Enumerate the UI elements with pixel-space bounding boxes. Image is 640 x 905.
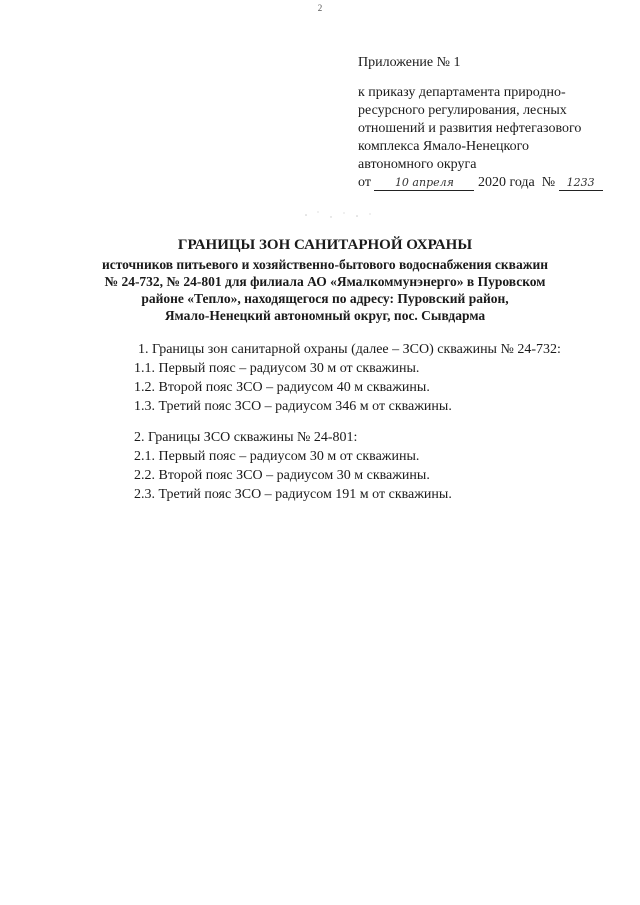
section-well-24-801 [134,428,452,504]
appendix-line: ресурсного регулирования, лесных [358,103,567,118]
heading-title: ГРАНИЦЫ ЗОН САНИТАРНОЙ ОХРАНЫ [177,237,473,253]
section-item: 2.3. Третий пояс ЗСО – радиусом 191 м от скважины. [134,487,452,502]
appendix-title: Приложение № 1 [358,55,461,70]
appendix-block [358,54,628,192]
appendix-line: комплекса Ямало-Ненецкого [358,139,530,154]
heading-subtitle-line: источников питьевого и хозяйственно-бытового водоснабжения скважин [101,257,549,272]
date-suffix: 2020 года [477,175,535,190]
appendix-line: к приказу департамента природно- [358,85,566,100]
section-item: 1.1. Первый пояс – радиусом 30 м от скважины. [134,361,420,376]
order-date-line [358,174,628,192]
number-prefix: № [541,175,556,190]
section-item: 1.2. Второй пояс ЗСО – радиусом 40 м скважины. [134,380,430,395]
heading-subtitle-line: Ямало-Ненецкий автономный округ, пос. Сывдарма [164,308,486,323]
heading-subtitle-line: районе «Тепло», находящегося по адресу: Пуровский район, [141,291,509,306]
section-item: 2.2. Второй пояс ЗСО – радиусом 30 м скважины. [134,468,430,483]
appendix-line: отношений и развития нефтегазового [358,121,582,136]
handwritten-order-number: 1233 [559,176,603,191]
appendix-line: автономного округа [358,157,477,172]
heading-subtitle-line: № 24-732, № 24-801 для филиала АО «Ямалкоммунэнерго» в Пуровском [104,274,546,289]
section-item: 1.3. Третий пояс ЗСО – радиусом 346 м от скважины. [134,399,452,414]
section-title: 2. Границы ЗСО скважины № 24-801: [134,430,358,445]
handwritten-date: 10 апреля [374,176,474,191]
section-title: 1. Границы зон санитарной охраны (далее – ЗСО) скважины № 24-732: [138,342,561,357]
scan-artifact [300,208,380,222]
section-well-24-732 [134,340,561,416]
section-item: 2.1. Первый пояс – радиусом 30 м от скважины. [134,449,420,464]
page-number: 2 [317,3,323,13]
date-prefix: от [358,175,371,190]
document-heading [90,236,560,324]
